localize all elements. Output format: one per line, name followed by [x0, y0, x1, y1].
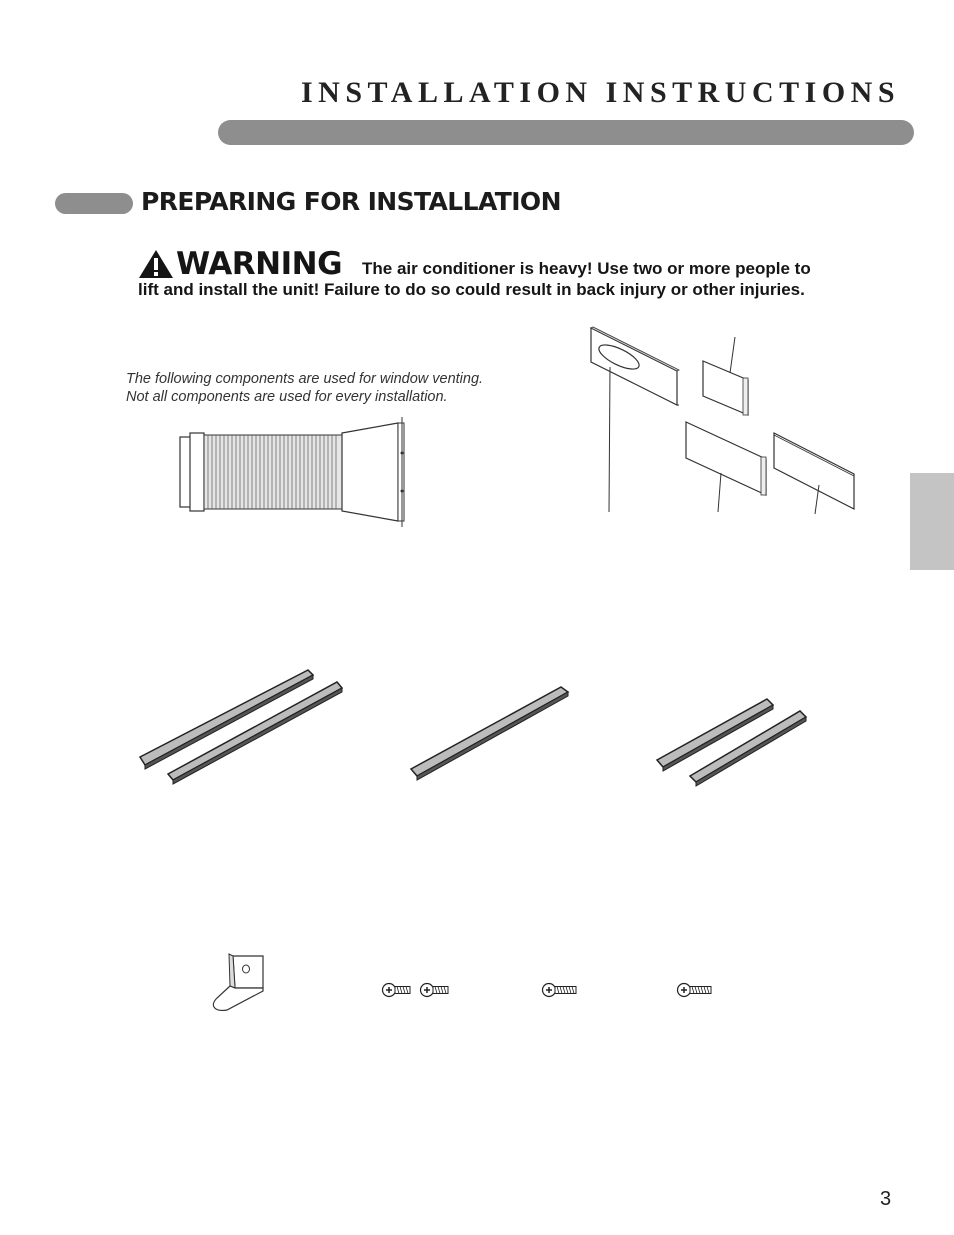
components-note [126, 370, 483, 406]
warning-text-line-1: The air conditioner is heavy! Use two or more people to [362, 259, 811, 278]
window-slider-kit-illustration [585, 325, 860, 520]
screw-single-illustration-2 [675, 978, 717, 1002]
foam-seal-strip-single [405, 683, 575, 783]
screw-single-illustration [540, 978, 582, 1002]
warning-word: WARNING [176, 246, 343, 282]
warning-line [138, 245, 898, 282]
foam-seal-strips-long-pair [135, 665, 350, 790]
warning-block [138, 245, 898, 300]
section-title: PREPARING FOR INSTALLATION [141, 187, 561, 216]
header-bar [218, 120, 914, 145]
warning-text-line-2: lift and install the unit! Failure to do so could result in back injury or other injuries. [138, 280, 805, 299]
warning-triangle-icon [138, 249, 174, 279]
screw-pair-illustration [380, 978, 455, 1002]
page-number: 3 [880, 1188, 892, 1210]
l-bracket-illustration [205, 948, 275, 1016]
section-pill [55, 193, 133, 214]
exhaust-hose-illustration [170, 415, 415, 530]
side-tab [910, 473, 954, 570]
foam-seal-strips-short-pair [652, 694, 812, 789]
header-title: INSTALLATION INSTRUCTIONS [300, 76, 900, 109]
components-note-line-1: The following components are used for window venting. [126, 371, 484, 387]
components-note-line-2: Not all components are used for every installation. [126, 389, 448, 405]
